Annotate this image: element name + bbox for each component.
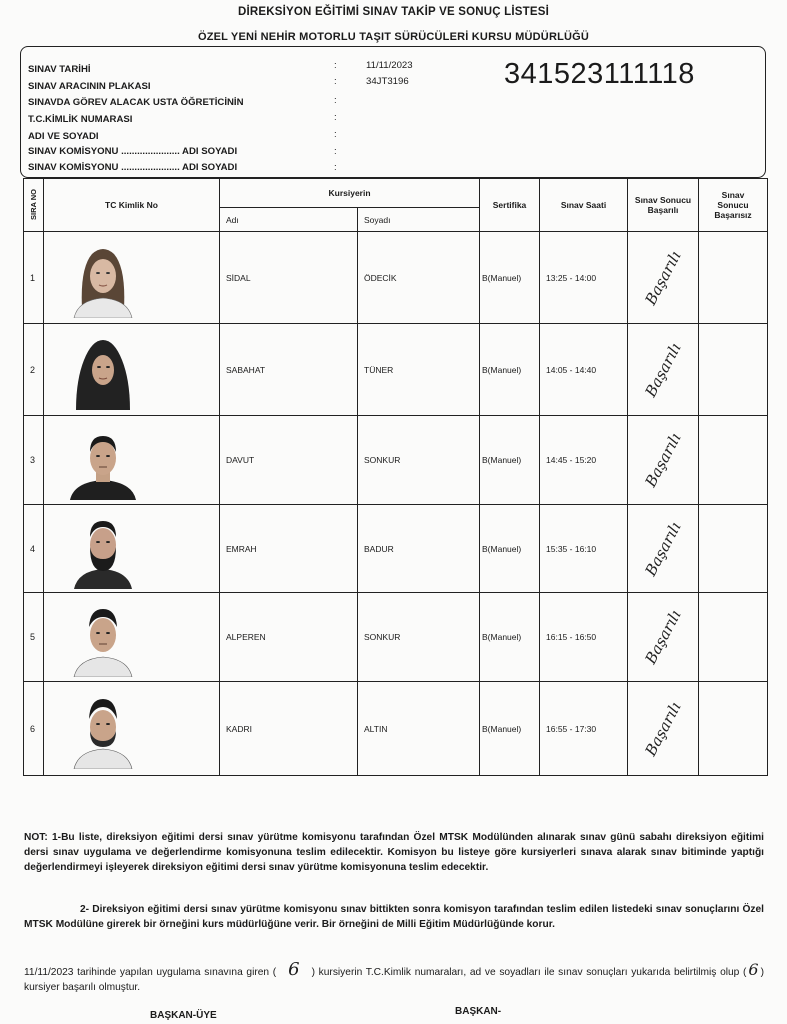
photo-cell xyxy=(44,324,220,416)
handwritten-result: Başarılı xyxy=(641,607,685,667)
photo-cell xyxy=(44,682,220,776)
result-success-cell xyxy=(628,593,699,682)
certificate: B(Manuel) xyxy=(480,593,540,682)
result-fail-cell xyxy=(699,682,768,776)
header-basarisiz: Sınav Sonucu Başarısız xyxy=(699,179,768,232)
result-success-cell xyxy=(628,682,699,776)
table-row xyxy=(24,416,768,505)
document-subtitle: ÖZEL YENİ NEHİR MOTORLU TAŞIT SÜRÜCÜLERİ KURSU MÜDÜRLÜĞÜ xyxy=(197,31,590,43)
result-fail-cell xyxy=(699,505,768,593)
last-name: ALTIN xyxy=(358,682,480,776)
exam-results-table xyxy=(23,178,768,776)
first-name: KADRI xyxy=(220,682,358,776)
note-1: NOT: 1-Bu liste, direksiyon eğitimi dersi sınav yürütme komisyonu tarafından Özel MTSK Modülünden alınarak sınav günü sabahı direksiyon eğitimi dersi sınav uygulama ve değerlendirme komisyonuna teslim edilecektir. Komisyon bu listeye göre kursiyerleri sınava alarak sınav bitiminde yaptığı değerlendirmeyi işleyerek direksiyon eğitimi dersi sınav yürütme komisyonuna teslim edecektir. xyxy=(24,832,764,873)
signature-left-label: BAŞKAN-ÜYE xyxy=(150,1010,217,1021)
exam-time: 14:45 - 15:20 xyxy=(540,416,628,505)
table-row xyxy=(24,232,768,324)
handwritten-result: Başarılı xyxy=(641,518,685,579)
woman-headscarf-photo xyxy=(68,330,138,410)
header-adi: Adı xyxy=(220,208,358,232)
colon: : xyxy=(334,112,337,123)
handwritten-result: Başarılı xyxy=(641,698,685,759)
header-sinav-saati: Sınav Saati xyxy=(540,179,628,232)
certificate: B(Manuel) xyxy=(480,324,540,416)
result-fail-cell xyxy=(699,593,768,682)
result-success-cell xyxy=(628,324,699,416)
man-beard-photo xyxy=(68,509,138,589)
document-number: 341523111118 xyxy=(504,58,695,90)
certificate: B(Manuel) xyxy=(480,682,540,776)
header-soyadi: Soyadı xyxy=(358,208,480,232)
man-photo-2 xyxy=(68,597,138,677)
handwritten-result: Başarılı xyxy=(641,339,685,400)
handwritten-count: 6 xyxy=(748,960,759,979)
header-basarili: Sınav Sonucu Başarılı xyxy=(628,179,699,232)
certificate: B(Manuel) xyxy=(480,416,540,505)
photo-cell xyxy=(44,505,220,593)
result-fail-cell xyxy=(699,324,768,416)
plate-value: 34JT3196 xyxy=(366,76,409,87)
man-photo-1 xyxy=(68,420,138,500)
table-row xyxy=(24,593,768,682)
last-name: ÖDECİK xyxy=(358,232,480,324)
colon: : xyxy=(334,162,337,173)
summary-statement: 11/11/2023 tarihinde yapılan uygulama sınavına giren ( 6 ) kursiyerin T.C.Kimlik numaraları, ad ve soyadları ile sınav sonuçları yukarıda belirtilmiş olup ( 6 ) kursiyer başarılı olmuştur. xyxy=(24,959,764,993)
note-2: 2- Direksiyon eğitimi dersi sınav yürütme komisyonu sınav bittikten sonra komisyon tarafından teslim edilen listedeki sınav sonuçlarını Özel MTSK Modülüne girerek bir örneğini kurs müdürlüğüne verir. Bir örneğini de Milli Eğitim Müdürlüğünde korur. xyxy=(24,904,764,930)
result-success-cell xyxy=(628,416,699,505)
exam-time: 16:15 - 16:50 xyxy=(540,593,628,682)
first-name: ALPEREN xyxy=(220,593,358,682)
photo-cell xyxy=(44,593,220,682)
photo-cell xyxy=(44,232,220,324)
header-kursiyerin: Kursiyerin xyxy=(220,179,480,208)
handwritten-result: Başarılı xyxy=(641,247,685,308)
row-number: 1 xyxy=(24,232,44,324)
tc-number-label: T.C.KİMLİK NUMARASI xyxy=(28,114,133,125)
result-fail-cell xyxy=(699,232,768,324)
commission-1-label: SINAV KOMİSYONU ...................... ADI SOYADI xyxy=(28,146,238,157)
instructor-label: SINAVDA GÖREV ALACAK USTA ÖĞRETİCİNİN xyxy=(28,97,244,108)
table-row xyxy=(24,324,768,416)
last-name: TÜNER xyxy=(358,324,480,416)
colon: : xyxy=(334,76,337,87)
header-sira-no: SIRA NO xyxy=(24,179,44,232)
row-number: 6 xyxy=(24,682,44,776)
last-name: BADUR xyxy=(358,505,480,593)
table-row xyxy=(24,682,768,776)
colon: : xyxy=(334,129,337,140)
first-name: DAVUT xyxy=(220,416,358,505)
plate-label: SINAV ARACININ PLAKASI xyxy=(28,81,151,92)
row-number: 3 xyxy=(24,416,44,505)
row-number: 5 xyxy=(24,593,44,682)
table-row xyxy=(24,505,768,593)
colon: : xyxy=(334,95,337,106)
photo-cell xyxy=(44,416,220,505)
handwritten-result: Başarılı xyxy=(641,430,685,490)
exam-date-label: SINAV TARİHİ xyxy=(28,64,91,75)
certificate: B(Manuel) xyxy=(480,505,540,593)
result-success-cell xyxy=(628,505,699,593)
handwritten-count: 6 xyxy=(288,959,300,980)
first-name: SİDAL xyxy=(220,232,358,324)
document-title: DİREKSİYON EĞİTİMİ SINAV TAKİP VE SONUÇ LİSTESİ xyxy=(238,6,549,18)
exam-time: 16:55 - 17:30 xyxy=(540,682,628,776)
result-fail-cell xyxy=(699,416,768,505)
exam-time: 14:05 - 14:40 xyxy=(540,324,628,416)
signature-right-label: BAŞKAN- xyxy=(455,1006,502,1017)
woman-photo-1 xyxy=(68,238,138,318)
last-name: SONKUR xyxy=(358,416,480,505)
first-name: EMRAH xyxy=(220,505,358,593)
name-surname-label: ADI VE SOYADI xyxy=(28,131,99,142)
row-number: 4 xyxy=(24,505,44,593)
exam-time: 15:35 - 16:10 xyxy=(540,505,628,593)
exam-time: 13:25 - 14:00 xyxy=(540,232,628,324)
header-tc-kimlik: TC Kimlik No xyxy=(44,179,220,232)
row-number: 2 xyxy=(24,324,44,416)
header-sertifika: Sertifika xyxy=(480,179,540,232)
colon: : xyxy=(334,60,337,71)
commission-2-label: SINAV KOMİSYONU ...................... ADI SOYADI xyxy=(28,162,238,173)
first-name: SABAHAT xyxy=(220,324,358,416)
result-success-cell xyxy=(628,232,699,324)
man-photo-3 xyxy=(68,689,138,769)
certificate: B(Manuel) xyxy=(480,232,540,324)
exam-date-value: 11/11/2023 xyxy=(366,60,413,71)
colon: : xyxy=(334,146,337,157)
last-name: SONKUR xyxy=(358,593,480,682)
